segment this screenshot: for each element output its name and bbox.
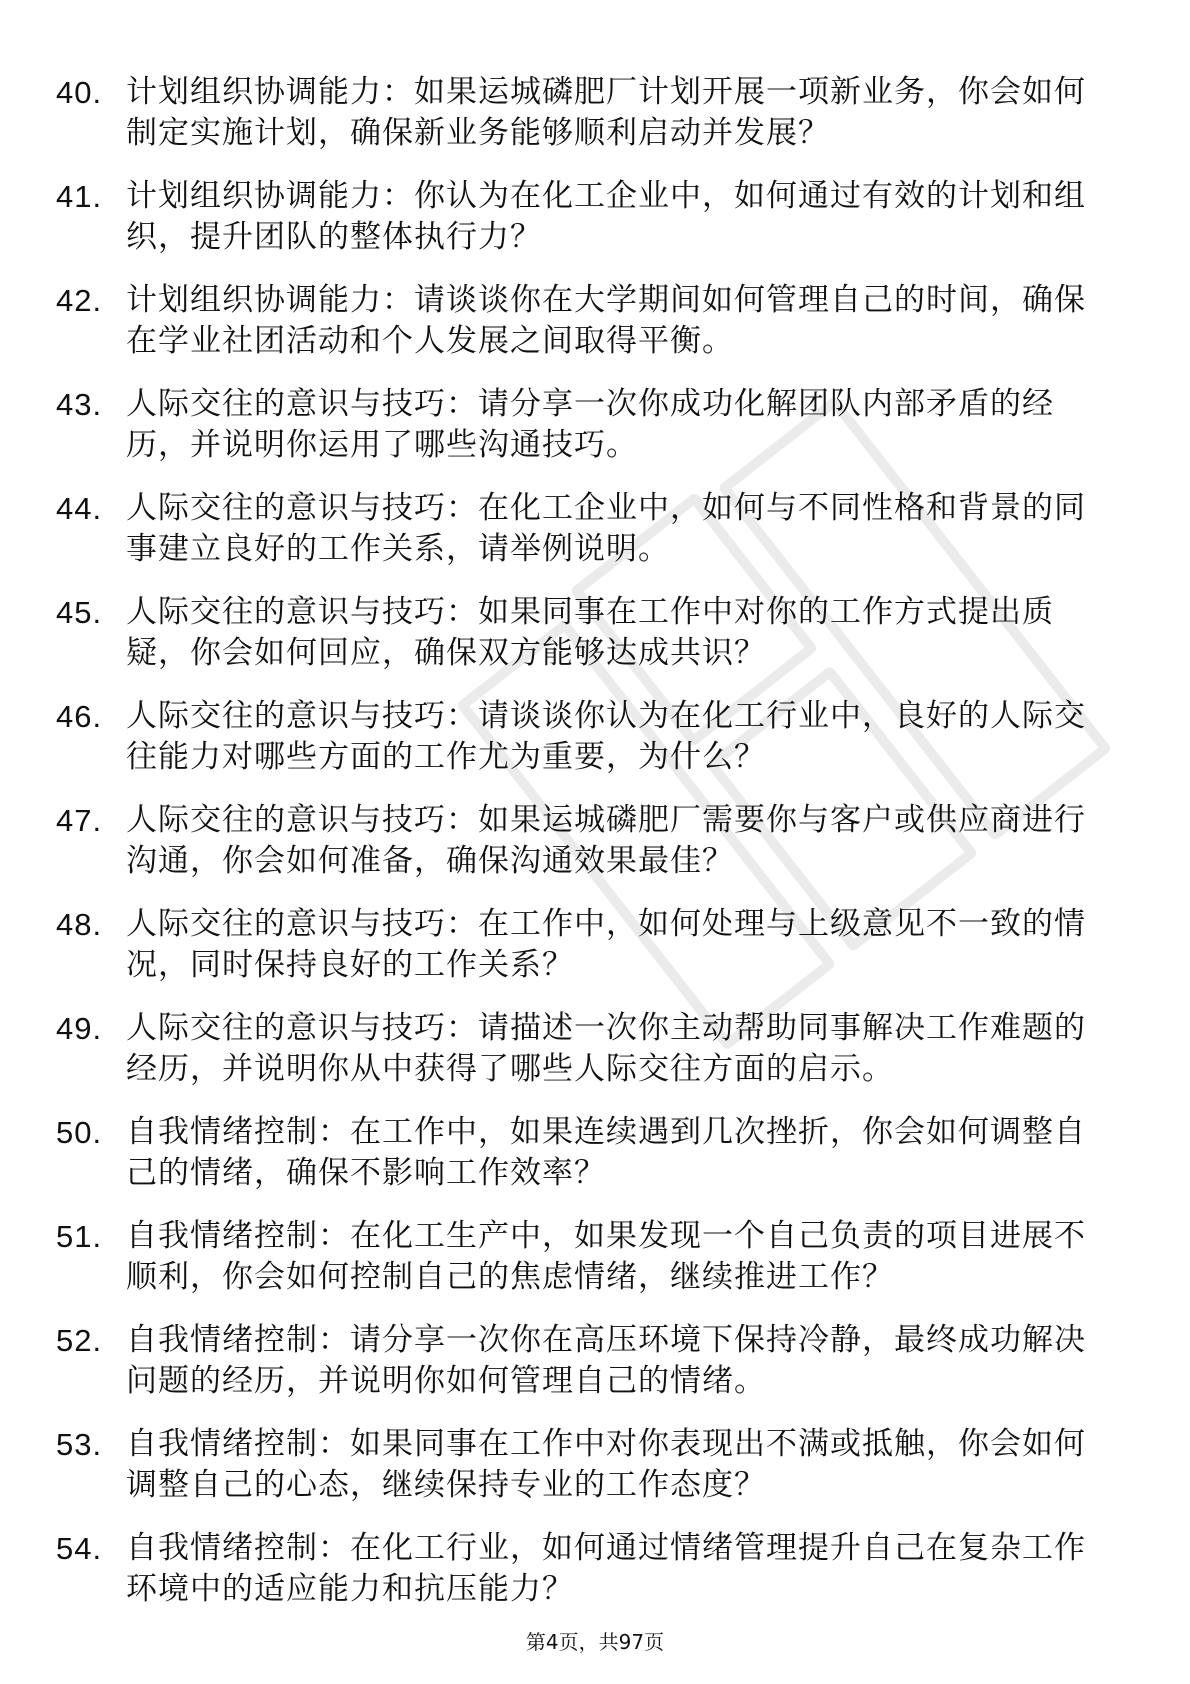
question-list [0, 72, 1190, 1632]
question-number: 45. [56, 595, 103, 630]
question-item [0, 1008, 1190, 1090]
question-number: 42. [56, 283, 103, 318]
question-text: 人际交往的意识与技巧：如果运城磷肥厂需要你与客户或供应商进行沟通，你会如何准备，确保沟通效果最佳？ [126, 802, 1086, 879]
page-number-label: 第4页，共97页 [525, 1630, 665, 1654]
question-item [0, 1216, 1190, 1298]
question-text: 自我情绪控制：在工作中，如果连续遇到几次挫折，你会如何调整自己的情绪，确保不影响工作效率？ [126, 1114, 1086, 1191]
question-item [0, 280, 1190, 362]
question-text: 计划组织协调能力：请谈谈你在大学期间如何管理自己的时间，确保在学业社团活动和个人发展之间取得平衡。 [126, 282, 1086, 359]
question-number: 44. [56, 491, 103, 526]
question-item [0, 800, 1190, 882]
question-item [0, 488, 1190, 570]
question-number: 46. [56, 699, 103, 734]
question-number: 54. [56, 1531, 103, 1566]
question-text: 自我情绪控制：如果同事在工作中对你表现出不满或抵触，你会如何调整自己的心态，继续保持专业的工作态度？ [126, 1426, 1086, 1503]
question-item [0, 592, 1190, 674]
question-number: 53. [56, 1427, 103, 1462]
question-number: 51. [56, 1219, 103, 1254]
question-number: 49. [56, 1011, 103, 1046]
question-item [0, 696, 1190, 778]
question-text: 人际交往的意识与技巧：请分享一次你成功化解团队内部矛盾的经历，并说明你运用了哪些沟通技巧。 [126, 386, 1054, 463]
question-item [0, 176, 1190, 258]
question-text: 人际交往的意识与技巧：在化工企业中，如何与不同性格和背景的同事建立良好的工作关系，请举例说明。 [126, 490, 1086, 567]
question-item [0, 1320, 1190, 1402]
question-item [0, 1528, 1190, 1610]
question-number: 43. [56, 387, 103, 422]
question-number: 48. [56, 907, 103, 942]
question-text: 人际交往的意识与技巧：在工作中，如何处理与上级意见不一致的情况，同时保持良好的工作关系？ [126, 906, 1086, 983]
question-text: 人际交往的意识与技巧：如果同事在工作中对你的工作方式提出质疑，你会如何回应，确保双方能够达成共识？ [126, 594, 1054, 671]
question-item [0, 1112, 1190, 1194]
question-number: 40. [56, 75, 103, 110]
question-text: 人际交往的意识与技巧：请谈谈你认为在化工行业中，良好的人际交往能力对哪些方面的工作尤为重要，为什么？ [126, 698, 1086, 775]
question-item [0, 72, 1190, 154]
question-text: 自我情绪控制：在化工生产中，如果发现一个自己负责的项目进展不顺利，你会如何控制自己的焦虑情绪，继续推进工作？ [126, 1218, 1086, 1295]
page-footer [0, 1626, 1190, 1655]
question-number: 41. [56, 179, 103, 214]
question-number: 50. [56, 1115, 103, 1150]
question-text: 人际交往的意识与技巧：请描述一次你主动帮助同事解决工作难题的经历，并说明你从中获得了哪些人际交往方面的启示。 [126, 1010, 1086, 1087]
question-text: 计划组织协调能力：你认为在化工企业中，如何通过有效的计划和组织，提升团队的整体执行力？ [126, 178, 1086, 255]
question-item [0, 904, 1190, 986]
question-item [0, 1424, 1190, 1506]
question-text: 自我情绪控制：在化工行业，如何通过情绪管理提升自己在复杂工作环境中的适应能力和抗压能力？ [126, 1530, 1086, 1607]
question-item [0, 384, 1190, 466]
question-text: 计划组织协调能力：如果运城磷肥厂计划开展一项新业务，你会如何制定实施计划，确保新业务能够顺利启动并发展？ [126, 74, 1086, 151]
question-number: 47. [56, 803, 103, 838]
question-text: 自我情绪控制：请分享一次你在高压环境下保持冷静，最终成功解决问题的经历，并说明你如何管理自己的情绪。 [126, 1322, 1086, 1399]
question-number: 52. [56, 1323, 103, 1358]
